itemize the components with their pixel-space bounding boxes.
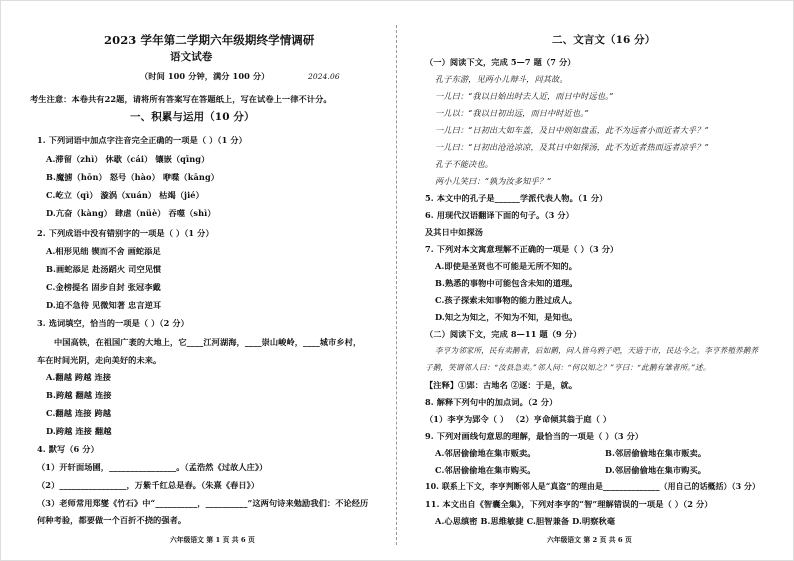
question-2-option-a: A.相形见绌 锲而不舍 画蛇添足 (46, 246, 161, 256)
question-4-item-3-cont: 何种考验，都要做一个百折不挠的强者。 (37, 515, 187, 525)
exam-notice: 考生注意：本卷共有22题，请将所有答案写在答题纸上，写在试卷上一律不计分。 (30, 94, 332, 104)
question-1-option-a: A.滞留（zhì） 休歇（cái） 镶嵌（qīng） (46, 154, 210, 164)
page-2-footer: 六年级语文 第 2 页 共 6 页 (547, 536, 632, 544)
question-3-option-a: A.翻越 跨越 连接 (46, 372, 112, 382)
question-4-item-1: （1）开轩面场圃，________________。（孟浩然《过故人庄》） (37, 462, 268, 472)
question-11: 11. 本文出自《智囊全集》，下列对李亨的“智”理解错误的一项是（ ）（2 分） (425, 499, 713, 509)
section-2-heading: 二、文言文（16 分） (552, 34, 656, 46)
question-6-text: 及其日中如探汤 (425, 227, 484, 237)
question-5: 5. 本文中的孔子是______学派代表人物。（1 分） (425, 193, 608, 203)
passage-1-line-6: 孔子不能决也。 (435, 159, 494, 169)
question-7-option-b: B.熟悉的事物中可能包含未知的道理。 (435, 278, 578, 288)
passage-1-line-1: 孔子东游，见两小儿辩斗，问其故。 (435, 74, 568, 84)
question-1-option-d: D.亢奋（kàng） 肆虐（nüè） 吞噬（shì） (46, 208, 216, 218)
question-9-option-d: D.邻居偷偷地在集市购买。 (605, 465, 707, 475)
question-6: 6. 用现代汉语翻译下面的句子。（3 分） (425, 210, 574, 220)
question-9-option-c: C.邻居偷偷地在集市购买。 (435, 465, 536, 475)
passage-1-line-2: 一儿曰：“我以日始出时去人近，而日中时远也。” (435, 91, 614, 101)
question-9: 9. 下列对画线句意思的理解，最恰当的一项是（ ）（3 分） (425, 431, 644, 441)
question-1: 1. 下列词语中加点字注音完全正确的一项是（ ）（1 分） (37, 135, 247, 145)
question-8: 8. 解释下列句中的加点词。（2 分） (425, 397, 558, 407)
question-4: 4. 默写（6 分） (37, 444, 99, 454)
question-10: 10. 联系上下文，李亨判断邻人是“真盗”的理由是______________（用自己的话概括）（3 分） (425, 482, 760, 491)
question-3-text-line-2: 车在时间光阴，走向美好的未来。 (37, 355, 162, 365)
exam-date: 2024.06 (308, 72, 340, 81)
exam-subtitle: 语文试卷 (170, 51, 213, 63)
question-2-option-c: C.金榜提名 固步自封 张冠李戴 (46, 282, 161, 292)
question-1-option-c: C.屹立（qì） 漩涡（xuán） 枯竭（jié） (46, 190, 204, 200)
question-3-option-b: B.跨越 翻越 连接 (46, 390, 112, 400)
question-7-option-c: C.孩子探索未知事物的能力胜过成人。 (435, 295, 578, 305)
passage-2-line-2: 子鹅，笑谓邻人曰：“汝县急卖。”邻人问：“何以知之？”亨曰：“此鹅有雏者所。”述。 (425, 363, 711, 372)
passage-2-line-1: 李亨为邻家所，民有卖鹅者，后如鹅，问人皆乌鸦子吧，天造于市，民达今之。李亨养殖养鹅养 (435, 346, 759, 355)
question-9-option-a: A.邻居偷偷地在集市贩卖。 (435, 448, 536, 458)
passage-1-line-5: 一儿曰：“日初出沧沧凉凉，及其日中如探汤，此不为近者热而远者凉乎？” (435, 142, 709, 152)
passage-1-line-3: 一儿以：“我以日初出远，而日中时近也。” (435, 108, 589, 118)
page-1-footer: 六年级语文 第 1 页 共 6 页 (170, 536, 255, 544)
question-1-option-b: B.魔掳（hōn） 怒号（hào） 咿喋（kāng） (46, 172, 220, 182)
question-7-option-a: A.即使是圣贤也不可能是无所不知的。 (435, 261, 578, 271)
question-2-option-d: D.迫不急待 见微知著 忠言逆耳 (46, 300, 162, 310)
section-1-heading: 一、积累与运用（10 分） (130, 111, 255, 123)
part-2-heading: （二）阅读下文，完成 8—11 题（9 分） (425, 329, 582, 339)
passage-2-note: 【注释】①郢：古地名 ②逐：于是，就。 (425, 380, 578, 390)
question-8-text: （1）李亨为郢令（ ） （2）亨命倾其翁于庭（ ） (425, 414, 612, 424)
exam-info: （时间 100 分钟，满分 100 分） (140, 71, 270, 81)
question-11-options: A.心思缜密 B.思维敏捷 C.胆智兼备 D.明察秋毫 (435, 516, 616, 526)
question-4-item-3: （3）老师常用郑燮《竹石》中“__________，__________”这两句诗来勉励我们：不论经历 (37, 498, 369, 508)
question-7-option-d: D.知之为知之，不知为不知，是知也。 (435, 312, 578, 322)
question-7: 7. 下列对本文寓意理解不正确的一项是（ ）（3 分） (425, 244, 619, 254)
question-3-text-line-1: 中国高铁，在祖国广袤的大地上，它____江河湖海，____崇山峻岭，____城市乡村， (54, 337, 362, 347)
question-4-item-2: （2）________________，万紫千红总是春。（朱熹《春日》） (37, 480, 260, 490)
passage-1-line-4: 一儿曰：“日初出大如车盖，及日中则如盘盂，此不为远者小而近者大乎？” (435, 125, 709, 135)
question-3: 3. 选词填空，恰当的一项是（ ）（2 分） (37, 318, 189, 328)
question-2-option-b: B.画蛇添足 赴汤蹈火 司空见惯 (46, 264, 162, 274)
question-3-option-c: C.翻越 连接 跨越 (46, 408, 112, 418)
passage-1-line-7: 两小儿笑曰：“孰为汝多知乎？” (435, 176, 552, 186)
question-9-option-b: B.邻居偷偷地在集市贩卖。 (605, 448, 707, 458)
question-3-option-d: D.跨越 连接 翻越 (46, 426, 112, 436)
part-1-heading: （一）阅读下文，完成 5—7 题（7 分） (425, 57, 576, 67)
exam-title: 2023 学年第二学期六年级期终学情调研 (104, 33, 315, 47)
question-2: 2. 下列成语中没有错别字的一项是（ ）（1 分） (37, 228, 214, 238)
page-2 (397, 0, 794, 561)
